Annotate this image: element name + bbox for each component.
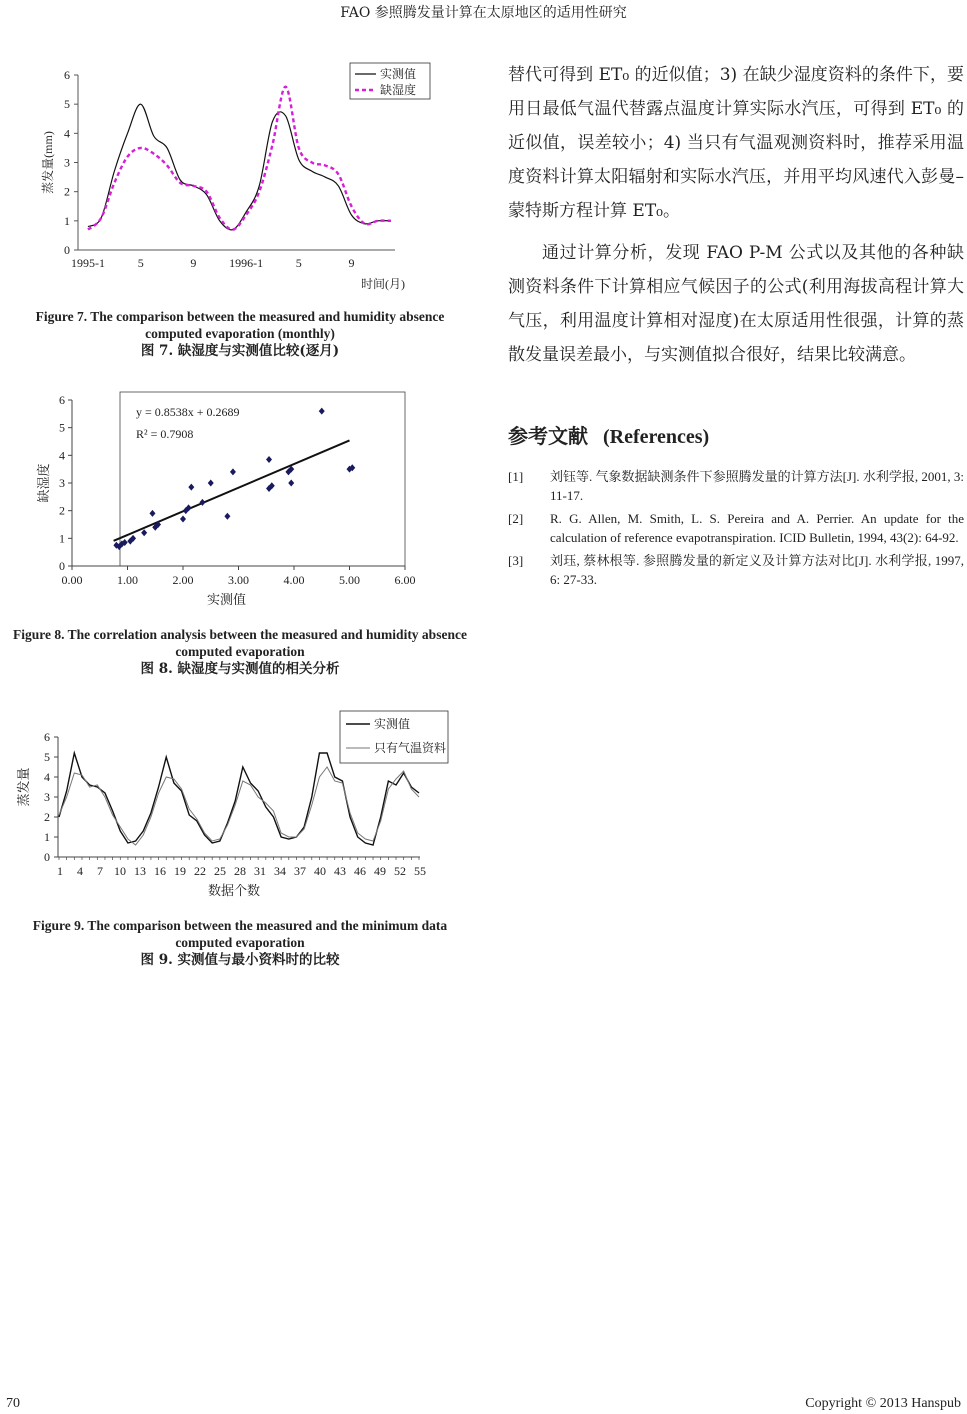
figure-8-caption-en: Figure 8. The correlation analysis between the measured and humidity absence computed evaporation (13, 627, 467, 659)
x-tick-label: 43 (334, 864, 346, 878)
x-tick-label: 28 (234, 864, 246, 878)
y-tick-label: 5 (64, 97, 70, 112)
legend-label-temperature-only: 只有气温资料 (374, 741, 447, 755)
legend-label-measured: 实测值 (380, 67, 417, 81)
x-tick-label: 5 (295, 256, 302, 270)
scatter-point (180, 515, 186, 522)
x-tick-label: 49 (374, 864, 386, 878)
reference-list (508, 467, 964, 589)
x-tick-label: 46 (354, 864, 366, 878)
legend-label-humidity-absence: 缺湿度 (380, 83, 417, 97)
scatter-point (319, 408, 325, 415)
reference-item (508, 467, 964, 505)
x-tick-label: 37 (294, 864, 306, 878)
x-tick-label: 1 (57, 864, 63, 878)
y-tick-label: 4 (59, 448, 65, 463)
y-tick-label: 1 (59, 531, 65, 546)
trend-line (114, 440, 350, 540)
x-tick-label: 9 (190, 256, 197, 270)
reference-item (508, 551, 964, 589)
figure-7 (10, 55, 470, 361)
right-column (508, 58, 964, 593)
x-tick-label: 4.00 (283, 573, 305, 587)
y-tick-label: 5 (44, 750, 50, 764)
y-tick-label: 1 (64, 213, 70, 228)
x-tick-label: 52 (394, 864, 406, 878)
x-tick-label: 0.00 (61, 573, 83, 587)
temperature-only-line (59, 767, 419, 845)
x-tick-label: 5.00 (339, 573, 360, 587)
y-tick-label: 6 (59, 393, 65, 407)
x-tick-label: 40 (314, 864, 326, 878)
scatter-point (224, 513, 230, 520)
x-tick-label: 13 (134, 864, 146, 878)
body-paragraph-2: 通过计算分析，发现 FAO P-M 公式以及其他的各种缺测资料条件下计算相应气候因子的公式(利用海拔高程计算大气压，利用温度计算相对湿度)在太原适用性很强，计算的蒸散发量误差最小，与实测值拟合很好，结果比较满意。 (508, 243, 964, 365)
regression-equation: y = 0.8538x + 0.2689 (136, 405, 240, 419)
references-title (508, 420, 964, 449)
figure-9-caption-zh: 图 9. 实测值与最小资料时的比较 (140, 952, 340, 968)
scatter-point (141, 529, 147, 536)
x-tick-label: 10 (114, 864, 126, 878)
y-tick-label: 3 (44, 790, 50, 804)
figure-8-caption-zh: 图 8. 缺湿度与实测值的相关分析 (140, 661, 340, 677)
figure-8-chart (10, 388, 470, 616)
scatter-point (149, 510, 155, 517)
references-title-zh: 参考文献 (508, 424, 588, 448)
scatter-point (266, 456, 272, 463)
figure-9 (10, 705, 470, 970)
x-tick-label: 7 (97, 864, 103, 878)
x-tick-label: 19 (174, 864, 186, 878)
y-tick-label: 5 (59, 420, 65, 435)
figure-9-caption-en: Figure 9. The comparison between the measured and the minimum data computed evaporation (32, 918, 448, 950)
running-title: FAO 参照腾发量计算在太原地区的适用性研究 (340, 5, 627, 21)
reference-number: [2] (508, 511, 524, 526)
x-tick-label: 9 (348, 256, 355, 270)
y-tick-label: 2 (59, 503, 65, 518)
y-axis-label: 缺湿度 (36, 463, 51, 503)
reference-text: 刘珏, 蔡林根等. 参照腾发量的新定义及计算方法对比[J]. 水利学报, 1997, 6: 27-33. (550, 553, 964, 587)
measured-line (59, 753, 419, 845)
reference-number: [1] (508, 469, 524, 484)
x-tick-label: 1.00 (117, 573, 138, 587)
scatter-point (288, 480, 294, 487)
humidity-absence-line (88, 87, 391, 230)
scatter-point (188, 484, 194, 491)
x-tick-label: 3.00 (228, 573, 249, 587)
measured-line (88, 104, 391, 230)
legend-label-measured: 实测值 (374, 717, 411, 731)
y-axis-label: 蒸发量 (16, 767, 31, 807)
y-tick-label: 3 (59, 476, 65, 490)
y-tick-label: 4 (64, 126, 70, 141)
x-tick-label: 25 (214, 864, 226, 878)
x-tick-label: 4 (77, 864, 83, 878)
figure-7-chart (10, 55, 470, 300)
reference-text: 刘钰等. 气象数据缺测条件下参照腾发量的计算方法[J]. 水利学报, 2001, 3: 11-17. (550, 469, 964, 503)
x-axis-label: 时间(月) (361, 277, 405, 291)
y-axis-label: 蒸发量(mm) (41, 131, 55, 194)
y-tick-label: 6 (44, 730, 50, 744)
figure-8 (10, 388, 470, 679)
references-title-en: (References) (602, 426, 710, 448)
y-tick-label: 3 (64, 155, 70, 170)
x-tick-label: 22 (194, 864, 206, 878)
reference-item (508, 509, 964, 547)
y-tick-label: 4 (44, 770, 50, 784)
figure-9-chart (10, 705, 470, 905)
x-tick-label: 5 (137, 256, 144, 270)
x-tick-label: 2.00 (172, 573, 194, 587)
r-squared-label: R² = 0.7908 (136, 427, 194, 441)
y-tick-label: 0 (59, 559, 65, 573)
body-paragraph-1: 替代可得到 ET₀ 的近似值；3) 在缺少湿度资料的条件下，要用日最低气温代替露点温度计算实际水汽压，可得到 ET₀ 的近似值，误差较小；4) 当只有气温观测资料时，推荐采用温度资料计算太阳辐射和实际水汽压，并用平均风速代入彭曼–蒙特斯方程计算 ET₀。 (508, 65, 964, 221)
x-tick-label: 16 (154, 864, 166, 878)
x-tick-label: 31 (254, 864, 266, 878)
y-tick-label: 1 (44, 830, 50, 844)
y-tick-label: 2 (64, 184, 70, 199)
y-tick-label: 0 (44, 850, 50, 864)
y-tick-label: 2 (44, 810, 50, 824)
x-tick-label: 6.00 (394, 573, 416, 587)
x-tick-label: 1995-1 (71, 256, 105, 270)
scatter-point (230, 468, 236, 475)
x-tick-label: 34 (274, 864, 286, 878)
figure-7-caption-en: Figure 7. The comparison between the measured and humidity absence computed evaporation (monthly) (35, 309, 445, 341)
page-number: 70 (6, 1396, 20, 1411)
y-tick-label: 0 (64, 243, 70, 257)
scatter-point (208, 480, 214, 487)
y-tick-label: 6 (64, 68, 70, 82)
copyright: Copyright © 2013 Hanspub (805, 1396, 961, 1411)
x-axis-label: 数据个数 (207, 883, 261, 898)
reference-number: [3] (508, 553, 524, 568)
x-axis-label: 实测值 (206, 592, 247, 607)
figure-7-caption-zh: 图 7. 缺湿度与实测值比较(逐月) (140, 343, 340, 359)
x-tick-label: 55 (414, 864, 426, 878)
x-tick-label: 1996-1 (229, 256, 264, 270)
reference-text: R. G. Allen, M. Smith, L. S. Pereira and A. Perrier. An update for the calculation of reference evapotranspiration. ICID Bulletin, 1994, 43(2): 64-92. (550, 511, 964, 545)
